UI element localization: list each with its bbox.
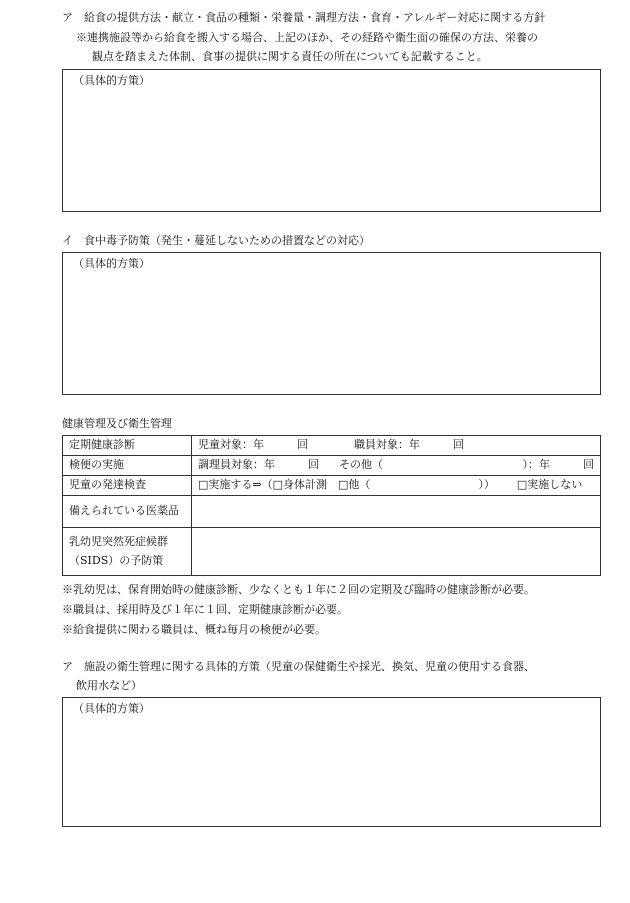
section-a-note-line2: 観点を踏まえた体制、食事の提供に関する責任の所在についても記載すること。: [92, 50, 488, 63]
section-a-answer-box[interactable]: [62, 69, 601, 212]
section-a-box-label: （具体的方策）: [73, 74, 150, 87]
section-b-heading: イ 食中毒予防策（発生・蔓延しないための措置などの対応）: [62, 234, 370, 247]
child-checkup-count: 児童対象：年 回: [198, 438, 308, 452]
table-row: [63, 456, 601, 476]
row-value-sids[interactable]: [192, 528, 601, 576]
health-table: [62, 435, 601, 576]
section-c-heading-line1: ア 施設の衛生管理に関する具体的方策（児童の保健衛生や採光、換気、児童の使用する食器、: [62, 660, 535, 673]
section-b-box-label: （具体的方策）: [73, 257, 150, 270]
note-infant-checkup: ※乳幼児は、保育開始時の健康診断、少なくとも１年に２回の定期及び臨時の健康診断が必要。: [62, 583, 535, 596]
row-label-sids: [63, 528, 192, 576]
section-c-box-label: （具体的方策）: [73, 702, 150, 715]
row-label-periodic-checkup: 定期健康診断: [63, 436, 192, 456]
table-row: [63, 528, 601, 576]
table-row: [63, 436, 601, 456]
section-c-heading-line2: 飲用水など）: [76, 679, 142, 692]
section-b-answer-box[interactable]: [62, 252, 601, 395]
cook-stool-count: 調理員対象：年 回: [198, 458, 319, 472]
dev-test-close: ））: [478, 478, 495, 492]
dev-test-do-option[interactable]: □実施する⇒（□身体計測 □他（: [198, 478, 371, 492]
section-c-answer-box[interactable]: [62, 697, 601, 827]
staff-checkup-count: 職員対象：年 回: [354, 438, 464, 452]
row-value-stool-test[interactable]: [192, 456, 601, 476]
row-label-development-test: 児童の発達検査: [63, 476, 192, 496]
other-stool-count: ）：年 回: [522, 458, 594, 472]
row-value-periodic-checkup[interactable]: [192, 436, 601, 456]
health-notes: [62, 580, 535, 640]
section-a-note-line1: ※連携施設等から給食を搬入する場合、上記のほか、その経路や衛生面の確保の方法、栄養の: [76, 31, 538, 44]
note-stool-test: ※給食提供に関わる職員は、概ね毎月の検便が必要。: [62, 623, 326, 636]
sids-label-line1: 乳幼児突然死症候群: [69, 534, 168, 548]
row-value-medicines[interactable]: [192, 496, 601, 528]
sids-label-line2: （SIDS）の予防策: [69, 553, 164, 567]
note-staff-checkup: ※職員は、採用時及び１年に１回、定期健康診断が必要。: [62, 603, 348, 616]
dev-test-not-option[interactable]: □実施しない: [516, 478, 583, 492]
table-row: [63, 476, 601, 496]
other-stool-open: その他（: [339, 458, 383, 472]
row-label-stool-test: 検便の実施: [63, 456, 192, 476]
row-value-development-test[interactable]: [192, 476, 601, 496]
table-row: [63, 496, 601, 528]
health-title: 健康管理及び衛生管理: [62, 417, 172, 430]
section-a-heading: ア 給食の提供方法・献立・食品の種類・栄養量・調理方法・食育・アレルギー対応に関する方針: [62, 11, 546, 24]
row-label-medicines: 備えられている医薬品: [63, 496, 192, 528]
